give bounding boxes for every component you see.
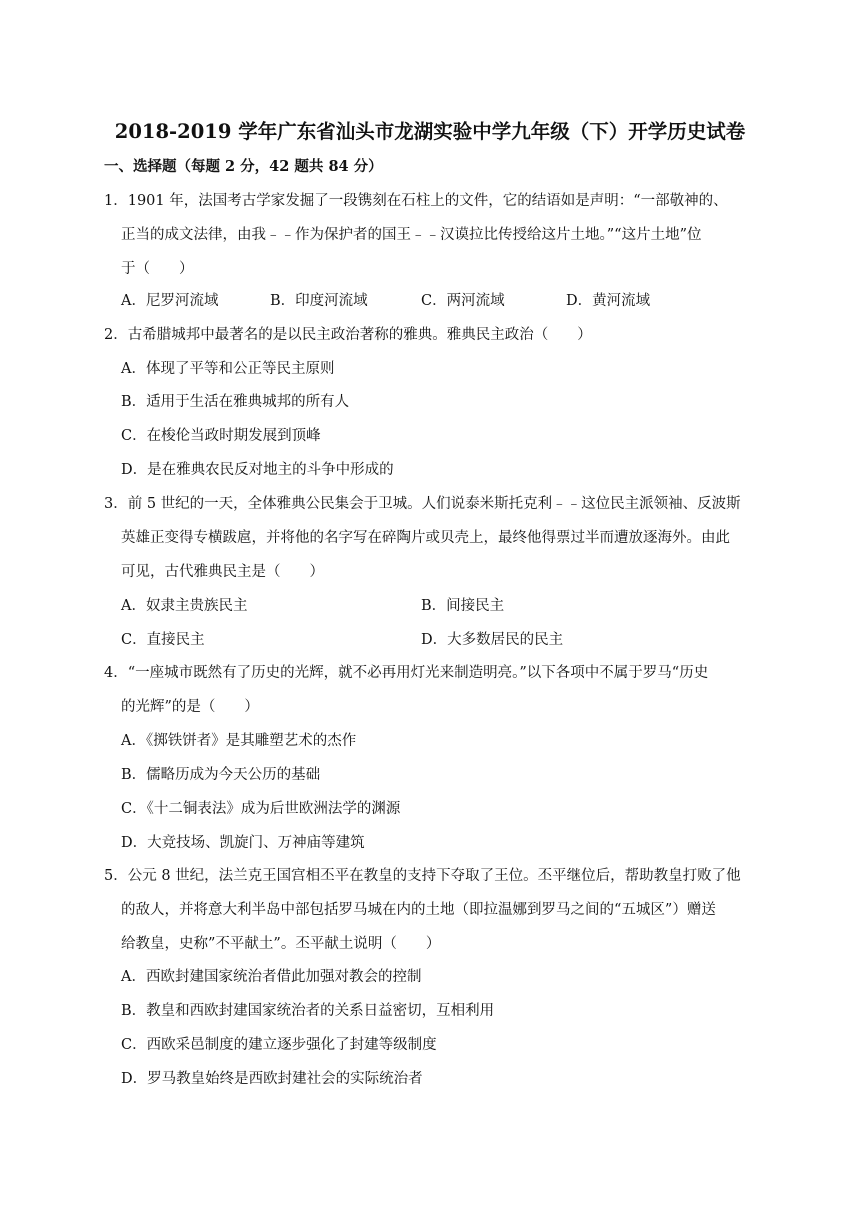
question-5-line-3: 给教皇，史称”不平献土”。丕平献土说明（ ） <box>121 936 441 952</box>
question-1-option-b: B．印度河流域 <box>270 293 368 309</box>
question-3-option-c: C．直接民主 <box>121 632 205 648</box>
question-5-option-c: C．西欧采邑制度的建立逐步强化了封建等级制度 <box>121 1037 437 1053</box>
question-1-option-d: D．黄河流域 <box>566 293 651 309</box>
question-3-line-1: 3．前 5 世纪的一天，全体雅典公民集会于卫城。人们说泰米斯托克利﹣﹣这位民主派领袖、反波斯 <box>104 496 741 512</box>
question-4-line-2: 的光辉”的是（ ） <box>121 699 259 715</box>
question-4-option-d: D．大竞技场、凯旋门、万神庙等建筑 <box>121 835 365 851</box>
question-4-option-a: A．《掷铁饼者》是其雕塑艺术的杰作 <box>121 733 357 749</box>
question-5-line-1: 5．公元 8 世纪，法兰克王国宫相丕平在教皇的支持下夺取了王位。丕平继位后，帮助教皇打败了他 <box>104 868 741 884</box>
question-3-line-2: 英雄正变得专横跋扈，并将他的名字写在碎陶片或贝壳上，最终他得票过半而遭放逐海外。由此 <box>121 530 730 546</box>
section-heading: 一、选择题（每题 2 分，42 题共 84 分） <box>104 158 383 175</box>
exam-title: 2018-2019 学年广东省汕头市龙湖实验中学九年级（下）开学历史试卷 <box>114 120 746 143</box>
question-5-line-2: 的敌人，并将意大利半岛中部包括罗马城在内的土地（即拉温娜到罗马之间的“五城区”）赠送 <box>121 902 716 918</box>
question-2-option-b: B．适用于生活在雅典城邦的所有人 <box>121 394 350 410</box>
question-1-option-a: A．尼罗河流域 <box>121 293 219 309</box>
question-5-option-b: B．教皇和西欧封建国家统治者的关系日益密切，互相利用 <box>121 1003 495 1019</box>
question-2-line-1: 2．古希腊城邦中最著名的是以民主政治著称的雅典。雅典民主政治（ ） <box>104 327 592 343</box>
question-4-option-b: B．儒略历成为今天公历的基础 <box>121 767 321 783</box>
question-4-option-c: C．《十二铜表法》成为后世欧洲法学的渊源 <box>121 801 401 817</box>
question-5-option-a: A．西欧封建国家统治者借此加强对教会的控制 <box>121 969 422 985</box>
question-5-option-d: D．罗马教皇始终是西欧封建社会的实际统治者 <box>121 1071 423 1087</box>
question-3-option-a: A．奴隶主贵族民主 <box>121 598 248 614</box>
question-1-option-c: C．两河流域 <box>421 293 505 309</box>
question-1-line-1: 1．1901 年，法国考古学家发掘了一段镌刻在石柱上的文件，它的结语如是声明：“一部敬神的、 <box>104 193 728 209</box>
question-3-option-b: B．间接民主 <box>421 598 505 614</box>
question-2-option-c: C．在梭伦当政时期发展到顶峰 <box>121 428 321 444</box>
question-1-line-3: 于（ ） <box>121 261 194 277</box>
question-1-line-2: 正当的成文法律，由我﹣﹣作为保护者的国王﹣﹣汉谟拉比传授给这片土地。”“这片土地”位 <box>121 227 702 243</box>
question-2-option-a: A．体现了平等和公正等民主原则 <box>121 361 335 377</box>
question-3-line-3: 可见，古代雅典民主是（ ） <box>121 564 324 580</box>
question-2-option-d: D．是在雅典农民反对地主的斗争中形成的 <box>121 462 394 478</box>
question-3-option-d: D．大多数居民的民主 <box>421 632 564 648</box>
question-4-line-1: 4．“一座城市既然有了历史的光辉，就不必再用灯光来制造明亮。”以下各项中不属于罗马“历史 <box>104 665 709 681</box>
